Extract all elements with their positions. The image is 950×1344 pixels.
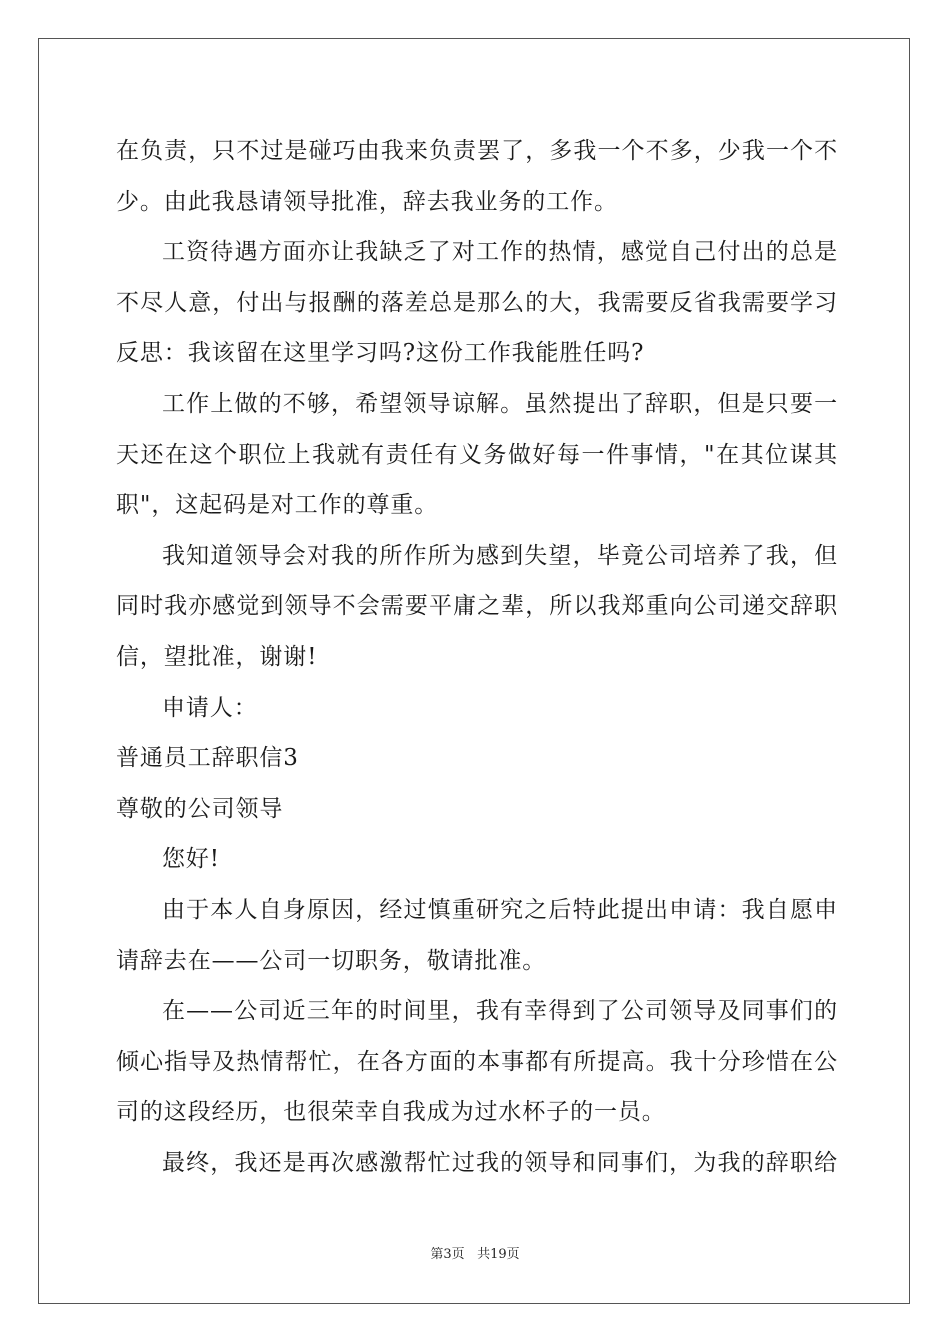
- paragraph-first-line: 我知道领导会对我的所作所为感到失望，毕竟公司培养了我，但: [162, 542, 838, 569]
- page-total: 共19页: [477, 1247, 520, 1262]
- paragraph-first-line: 工资待遇方面亦让我缺乏了对工作的热情，感觉自己付出的总是: [162, 239, 838, 266]
- paragraph-first-line: 由于本人自身原因，经过慎重研究之后特此提出申请：我自愿申: [162, 896, 838, 923]
- body-line: 信，望批准，谢谢!: [116, 643, 318, 670]
- body-line: 反思：我该留在这里学习吗?这份工作我能胜任吗?: [116, 340, 645, 367]
- body-line: 倾心指导及热情帮忙，在各方面的本事都有所提高。我十分珍惜在公: [116, 1048, 838, 1075]
- body-line: 不尽人意，付出与报酬的落差总是那么的大，我需要反省我需要学习: [116, 289, 838, 316]
- page-footer: [0, 1246, 950, 1264]
- body-line: 职"，这起码是对工作的尊重。: [116, 492, 439, 519]
- paragraph-first-line: 最终，我还是再次感激帮忙过我的领导和同事们，为我的辞职给: [162, 1149, 838, 1176]
- body-line: 少。由此我恳请领导批准，辞去我业务的工作。: [116, 188, 618, 215]
- greeting: 您好!: [162, 846, 220, 873]
- paragraph-first-line: 在——公司近三年的时间里，我有幸得到了公司领导及同事们的: [162, 998, 838, 1025]
- paragraph-first-line: 工作上做的不够，希望领导谅解。虽然提出了辞职，但是只要一: [162, 390, 838, 417]
- applicant-line: 申请人：: [162, 694, 258, 721]
- letter-title: 普通员工辞职信3: [116, 745, 299, 772]
- document-body: [116, 126, 838, 1188]
- salutation: 尊敬的公司领导: [116, 795, 284, 822]
- body-line: 天还在这个职位上我就有责任有义务做好每一件事情，"在其位谋其: [116, 441, 838, 468]
- body-line: 请辞去在——公司一切职务，敬请批准。: [116, 947, 547, 974]
- body-line: 同时我亦感觉到领导不会需要平庸之辈，所以我郑重向公司递交辞职: [116, 593, 838, 620]
- body-line: 司的这段经历，也很荣幸自我成为过水杯子的一员。: [116, 1099, 666, 1126]
- body-line: 在负责，只不过是碰巧由我来负责罢了，多我一个不多，少我一个不: [116, 138, 838, 164]
- page-number: 第3页: [430, 1247, 465, 1262]
